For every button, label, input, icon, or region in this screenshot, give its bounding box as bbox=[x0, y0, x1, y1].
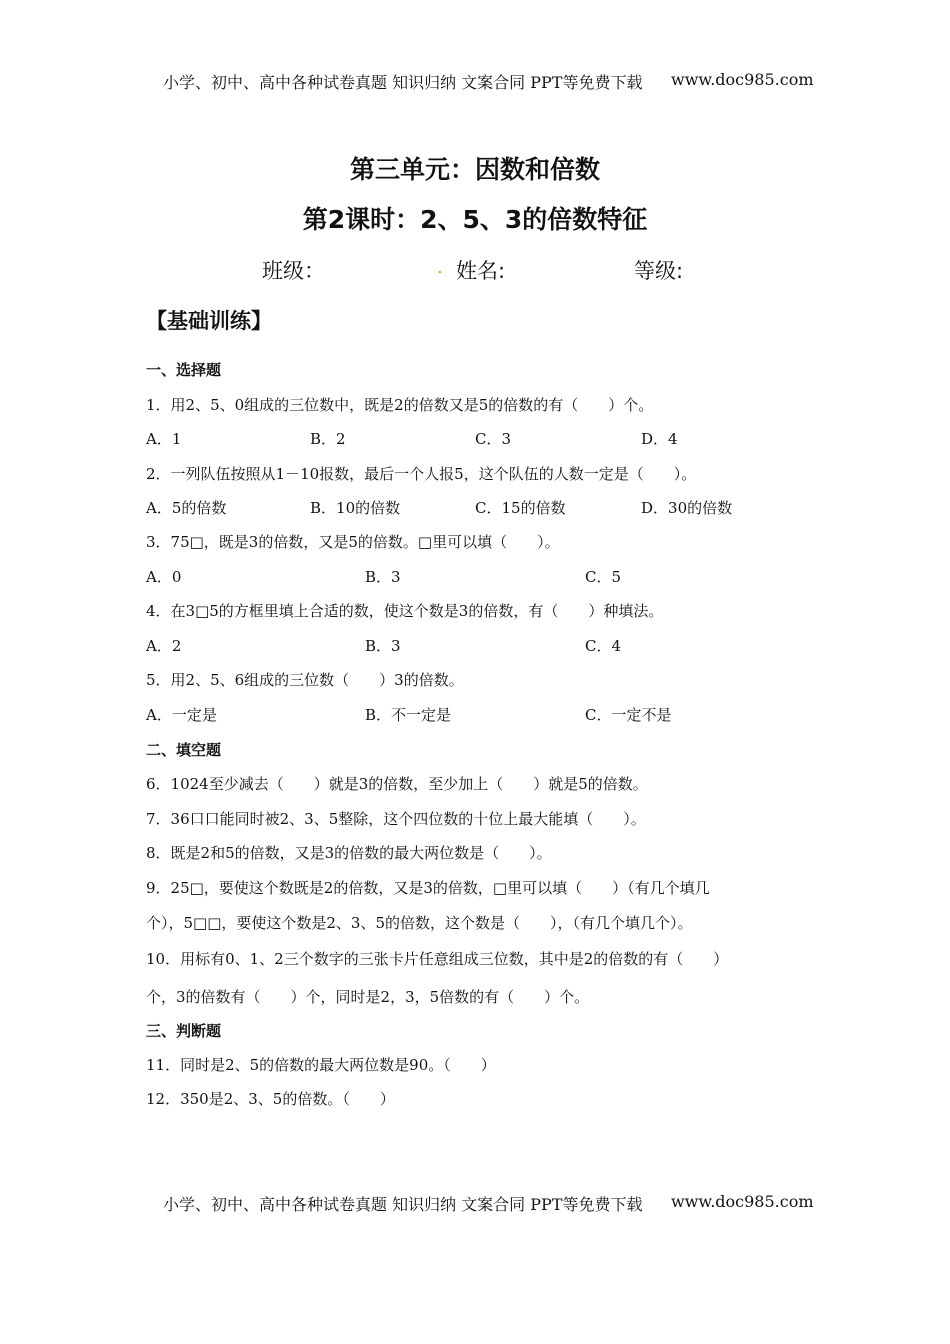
page-header-url: www.doc985.com bbox=[671, 70, 814, 89]
question-10-line-1: 10．用标有0、1、2三个数字的三张卡片任意组成三位数，其中是2的倍数的有（ ） bbox=[146, 950, 729, 968]
q1-option-c: C．3 bbox=[475, 430, 512, 448]
grade-label: 等级: bbox=[634, 259, 684, 283]
page-footer-text: 小学、初中、高中各种试卷真题 知识归纳 文案合同 PPT等免费下载 bbox=[163, 1195, 643, 1214]
q1-option-d: D．4 bbox=[641, 430, 678, 448]
question-9-line-1: 9．25□，要使这个数既是2的倍数，又是3的倍数，□里可以填（ ）（有几个填几 bbox=[146, 879, 710, 897]
q2-option-d: D．30的倍数 bbox=[641, 499, 733, 517]
part-fill-heading: 二、填空题 bbox=[146, 741, 222, 759]
page-header-text: 小学、初中、高中各种试卷真题 知识归纳 文案合同 PPT等免费下载 bbox=[163, 73, 643, 92]
lesson-title: 第2课时：2、5、3的倍数特征 bbox=[302, 205, 648, 234]
question-2: 2．一列队伍按照从1－10报数，最后一个人报5，这个队伍的人数一定是（ ）。 bbox=[146, 465, 697, 483]
q2-option-c: C．15的倍数 bbox=[475, 499, 566, 517]
q1-option-b: B．2 bbox=[310, 430, 346, 448]
question-4: 4．在3□5的方框里填上合适的数，使这个数是3的倍数，有（ ）种填法。 bbox=[146, 602, 664, 620]
q1-option-a: A．1 bbox=[146, 430, 182, 448]
part-judge-heading: 三、判断题 bbox=[146, 1022, 222, 1040]
page-footer-url: www.doc985.com bbox=[671, 1192, 814, 1211]
q2-option-a: A．5的倍数 bbox=[146, 499, 227, 517]
question-1: 1．用2、5、0组成的三位数中，既是2的倍数又是5的倍数的有（ ）个。 bbox=[146, 396, 654, 414]
q3-option-c: C．5 bbox=[585, 568, 622, 586]
question-8: 8．既是2和5的倍数，又是3的倍数的最大两位数是（ ）。 bbox=[146, 844, 552, 862]
question-11: 11．同时是2、5的倍数的最大两位数是90。（ ） bbox=[146, 1056, 496, 1074]
section-title: 【基础训练】 bbox=[146, 309, 272, 333]
q3-option-a: A．0 bbox=[146, 568, 182, 586]
question-12: 12．350是2、3、5的倍数。（ ） bbox=[146, 1090, 395, 1108]
question-10-line-2: 个，3的倍数有（ ）个，同时是2，3，5倍数的有（ ）个。 bbox=[146, 988, 590, 1006]
q5-option-c: C．一定不是 bbox=[585, 706, 672, 724]
unit-title: 第三单元：因数和倍数 bbox=[349, 155, 600, 184]
q4-option-a: A．2 bbox=[146, 637, 182, 655]
q2-option-b: B．10的倍数 bbox=[310, 499, 401, 517]
question-3: 3．75□，既是3的倍数，又是5的倍数。□里可以填（ ）。 bbox=[146, 533, 560, 551]
q4-option-c: C．4 bbox=[585, 637, 622, 655]
q3-option-b: B．3 bbox=[365, 568, 401, 586]
decorative-dot: . bbox=[437, 257, 443, 278]
question-5: 5．用2、5、6组成的三位数（ ）3的倍数。 bbox=[146, 671, 464, 689]
class-label: 班级： bbox=[262, 259, 325, 283]
q5-option-a: A．一定是 bbox=[146, 706, 217, 724]
part-choice-heading: 一、选择题 bbox=[146, 361, 222, 379]
question-7: 7．36口口能同时被2、3、5整除，这个四位数的十位上最大能填（ ）。 bbox=[146, 810, 646, 828]
question-9-line-2: 个），5□□，要使这个数是2、3、5的倍数，这个数是（ ），（有几个填几个）。 bbox=[146, 914, 693, 932]
q4-option-b: B．3 bbox=[365, 637, 401, 655]
q5-option-b: B．不一定是 bbox=[365, 706, 452, 724]
name-label: 姓名: bbox=[456, 259, 506, 283]
question-6: 6．1024至少减去（ ）就是3的倍数，至少加上（ ）就是5的倍数。 bbox=[146, 775, 648, 793]
